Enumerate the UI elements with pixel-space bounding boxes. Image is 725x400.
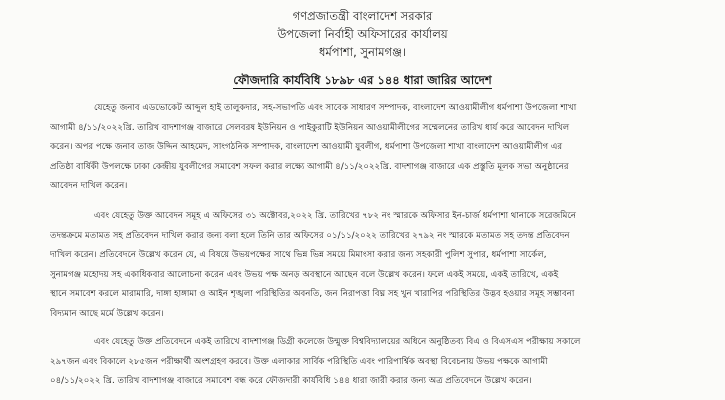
paragraph-line: বিদ্যমান আছে মর্মে উল্লেখ করেন। <box>50 308 164 319</box>
government-title: গণপ্রজাতন্ত্রী বাংলাদেশ সরকার <box>292 9 433 23</box>
paragraph-line: করেন। অপর পক্ষে জনাব তাজ উদ্দিন আহমেদ, সাংগঠনিক সম্পাদক, বাংলাদেশ আওয়ামী যুবলীগ, ধর্মপাশা উপজেলা শাখা বাংলাদেশ আওয়ামীলীগ এর <box>50 142 563 152</box>
office-title: উপজেলা নির্বাহী অফিসারের কার্যালয় <box>277 27 448 41</box>
paragraph-line: ০৪/১১/২০২২ খ্রি. তারিখ বাদশাগঞ্জ বাজারে সমাবেশ বন্ধ করে ফৌজদারী কার্যবিধি ১৪৪ ধারা জারী করার জন্য অত্র প্রতিবেদনে উল্লেখ করেন। <box>50 376 532 386</box>
paragraph-line: আগামী ৪/১১/২০২২খ্রি. তারিখ বাদশাগঞ্জ বাজারে সেলবরষ ইউনিয়ন ও পাইকুরাটি ইউনিয়ন আওয়ামীলীগের সম্মেলনের তারিখ ধার্য করে আবেদন দাখিল <box>50 122 570 133</box>
paragraph-line: দাখিল করেন। প্রতিবেদনে উল্লেখ করেন যে, এ বিষয়ে উভয়পক্ষের সাথে ভিন্ন ভিন্ন সময়ে মিমাংসা করার জন্য সহকারী পুলিশ সুপার, ধর্মপাশা সার্কেল, <box>50 250 547 260</box>
paragraph-line: সুনামগঞ্জ মহোদয় সহ একাধিকবার আলোচনা করেন এবং উভয় পক্ষ অনড় অবস্থানে আছেন বলে উল্লেখ করেন। ফলে একই সময়ে, একই তারিখে, একই <box>50 269 559 280</box>
paragraph-1 <box>50 99 700 197</box>
paragraph-3 <box>50 333 700 392</box>
paragraph-line: স্থানে সমাবেশ করলে মারামারি, দাঙ্গা হাঙ্গামা ও আইন শৃঙ্খলা পরিস্থিতির অবনতি, জন নিরাপত্তা বিঘ্ন সহ খুন খারাপির পরিস্থিতির উদ্ভব হওয়ার সমূহ সম্ভাবনা <box>50 289 575 299</box>
paragraph-line: তদন্তক্রমে মতামত সহ প্রতিবেদন দাখিল করার জন্য বলা হলে তিনি তার অফিসের ০১/১১/২০২২ তারিখের ২৭৯২ নং স্মারকে মতামত সহ তদন্ত প্রতিবেদন <box>50 230 570 241</box>
paragraph-line: প্রতিষ্ঠা বার্ষিকী উপলক্ষে ঢাকা কেন্দ্রীয় যুবলীগের সমাবেশ সফল করার লক্ষ্যে আগামী ৪/১১/২০২২খ্রি. বাদশাগঞ্জ বাজারে এক প্রস্তুতি মূলক সভা অনুষ্ঠানের <box>50 161 569 172</box>
paragraph-line: যেহেতু জনাব এডভোকেট আব্দুল হাই তালুকদার, সহ-সভাপতি এবং সাবেক সাধারণ সম্পাদক, বাংলাদেশ আওয়ামীলীগ ধর্মপাশা উপজেলা শাখা <box>94 103 577 113</box>
paragraph-2 <box>50 207 700 324</box>
paragraph-line: এবং যেহেতু উক্ত প্রতিবেদনে একই তারিখে বাদশাগঞ্জ ডিগ্রী কলেজে উন্মুক্ত বিশ্ববিদ্যালয়ের অধিনে অনুষ্ঠিতব্য বিএ ও বিএসএস পরীক্ষায় সকালে <box>94 337 581 347</box>
paragraph-line: আবেদন দাখিল করেন। <box>50 181 128 191</box>
paragraph-line: ২৯৭জন এবং বিকালে ২৮৫জন পরীক্ষার্থী অংশগ্রহণ করবে। উক্ত এলাকার সার্বিক পরিস্থিতি এবং পারিপার্শ্বিক অবস্থা বিবেচনায় উভয় পক্ষকে আগামী <box>50 356 548 367</box>
office-location: ধর্মপাশা, সুনামগঞ্জ। <box>318 45 407 59</box>
paragraph-line: এবং যেহেতু উক্ত আবেদন সমূহ এ অফিসের ৩১ অক্টোবর,২০২২ খ্রি. তারিখের ৭৮২ নং স্মারকে অফিসার ইন-চার্জ ধর্মপাশা থানাকে সরেজমিনে <box>94 211 577 221</box>
order-title <box>0 71 725 89</box>
order-title-text: ফৌজদারি কার্যবিধি ১৮৯৮ এর ১৪৪ ধারা জারির আদেশ <box>233 73 492 87</box>
